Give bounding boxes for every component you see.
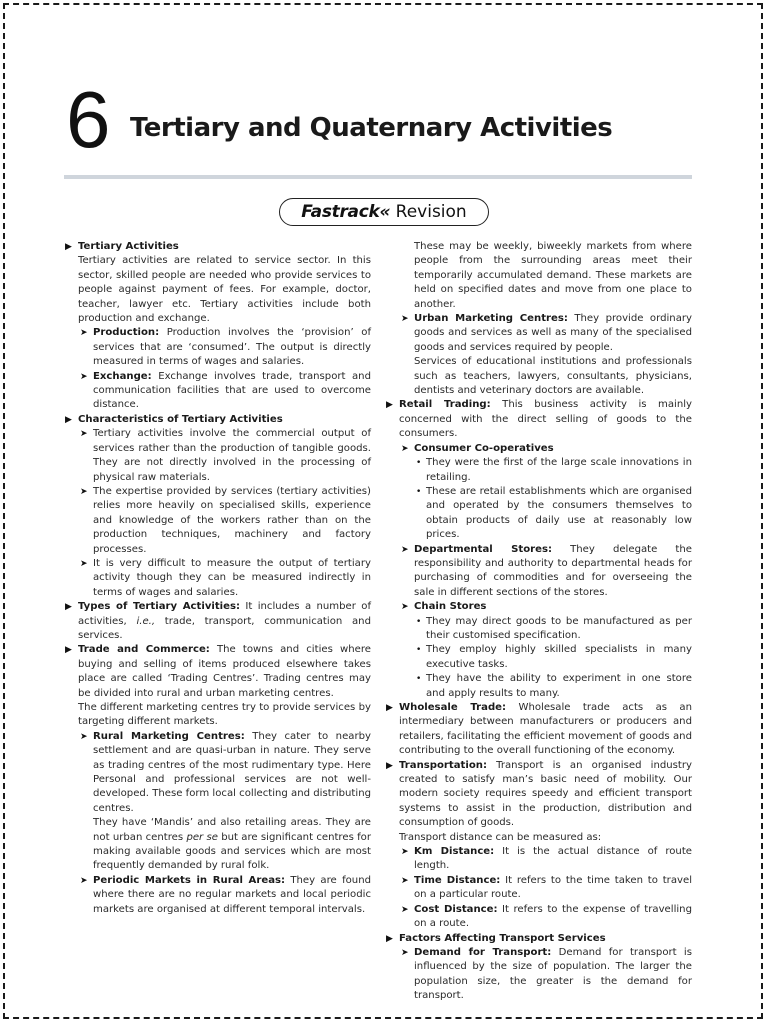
production-text: Production involves the ‘provision’ of services that are ‘consumed’. The output is directly measured in terms of wages and salaries.	[93, 327, 371, 368]
badge-brand-mark: «	[379, 202, 391, 222]
chain-stores-heading: Chain Stores	[414, 601, 487, 613]
arrow-bullet-icon: ➤	[80, 731, 88, 742]
arrow-bullet-icon: ➤	[80, 875, 88, 886]
arrow-bullet-icon: ➤	[401, 947, 409, 958]
cooperative-point-text: These are retail establishments which are organised and operated by the consumers themselves to obtain products of daily use at reasonably low prices.	[426, 485, 692, 541]
periodic-markets-text: They are found where there are no regular markets and local periodic markets are organised at different temporal intervals.	[93, 874, 371, 915]
time-distance-item	[386, 874, 692, 903]
urban-marketing-item	[386, 312, 692, 355]
chain-store-point	[386, 615, 692, 644]
departmental-stores-item	[386, 543, 692, 601]
consumer-cooperatives-heading: Consumer Co-operatives	[414, 442, 554, 454]
wholesale-trade-item	[386, 701, 692, 759]
dot-bullet-icon: •	[416, 674, 422, 685]
arrow-bullet-icon: ➤	[401, 875, 409, 886]
arrow-bullet-icon: ➤	[401, 904, 409, 915]
characteristics-heading: Characteristics of Tertiary Activities	[78, 413, 283, 425]
cooperative-point	[386, 485, 692, 543]
fastrack-revision-badge	[279, 198, 489, 226]
departmental-stores-label: Departmental Stores:	[414, 543, 553, 555]
characteristic-item	[65, 485, 371, 557]
types-item	[65, 600, 371, 643]
dot-bullet-icon: •	[416, 645, 422, 656]
arrow-bullet-icon: ➤	[401, 314, 409, 325]
characteristic-text: The expertise provided by services (tertiary activities) relies more heavily on specialised skills, experience and knowledge of the workers rather than on the production techniques, machinery and factory processes.	[93, 485, 371, 555]
periodic-markets-label: Periodic Markets in Rural Areas:	[93, 874, 286, 886]
transportation-item	[386, 759, 692, 831]
km-distance-label: Km Distance:	[414, 846, 495, 858]
cooperative-point-text: They were the first of the large scale innovations in retailing.	[426, 457, 692, 483]
trade-paragraph: The different marketing centres try to provide services by targeting different markets.	[78, 702, 371, 728]
cost-distance-item	[386, 903, 692, 932]
retail-trading-item	[386, 398, 692, 441]
arrow-bullet-icon: ➤	[401, 443, 409, 454]
title-divider	[64, 175, 692, 179]
transport-distance-paragraph: Transport distance can be measured as:	[399, 831, 602, 843]
wholesale-trade-text: Wholesale trade acts as an intermediary between manufacturers or producers and retailers, facilitating the efficient movement of goods and contributing to the overall functioning of the economy.	[399, 702, 692, 757]
dot-bullet-icon: •	[416, 458, 422, 469]
characteristic-text: It is very difficult to measure the output of tertiary activity though they can be measured indirectly in terms of wages and salaries.	[93, 557, 371, 598]
chain-store-point-text: They have the ability to experiment in one store and apply results to many.	[426, 673, 692, 699]
triangle-bullet-icon: ▶	[386, 760, 393, 771]
trade-text: The towns and cities where buying and selling of items produced elsewhere takes place are called ‘Trading Centres’. Trading centres may be divided into rural and urban marketing centres.	[78, 644, 371, 699]
urban-marketing-text: They provide ordinary goods and services as well as many of the specialised goods and services required by people.	[414, 313, 693, 353]
types-ie: i.e.,	[136, 615, 156, 627]
exchange-text: Exchange involves trade, transport and communication facilities that are used to overcome distance.	[93, 370, 371, 411]
characteristic-item	[65, 427, 371, 485]
urban-marketing-label: Urban Marketing Centres:	[414, 313, 568, 325]
transportation-label: Transportation:	[399, 759, 487, 771]
trade-item	[65, 643, 371, 701]
wholesale-trade-label: Wholesale Trade:	[399, 702, 507, 713]
demand-for-transport-item	[386, 946, 692, 1004]
rural-marketing-paragraph	[65, 816, 371, 874]
km-distance-item	[386, 845, 692, 874]
production-label: Production:	[93, 327, 160, 339]
transport-factors-heading: Factors Affecting Transport Services	[399, 932, 606, 944]
exchange-item	[65, 370, 371, 413]
production-item	[65, 326, 371, 369]
cost-distance-label: Cost Distance:	[414, 903, 498, 915]
arrow-bullet-icon: ➤	[80, 558, 88, 569]
triangle-bullet-icon: ▶	[386, 400, 393, 411]
departmental-stores-text: They delegate the responsibility and authority to departmental heads for purchasing of commodities and for overseeing the sale in different sections of the stores.	[414, 543, 692, 598]
rural-para-text-end: but are significant centres for making available goods and services which are most frequently demanded by rural folk.	[93, 831, 371, 872]
rural-marketing-item	[65, 730, 371, 816]
tertiary-activities-text: Tertiary activities are related to service sector. In this sector, skilled people are needed who provide services to people against payment of fees. For example, doctor, teacher, lawyer etc. Tertiary activities include both production and exchange.	[78, 255, 371, 325]
triangle-bullet-icon: ▶	[65, 645, 72, 656]
rural-marketing-text: They cater to nearby settlement and are quasi-urban in nature. They serve as trading centres of the most rudimentary type. Here Personal and professional services are not well-developed. These form local collecting and distributing centres.	[93, 730, 372, 814]
trade-label: Trade and Commerce:	[78, 644, 210, 656]
chain-store-point	[386, 672, 692, 701]
rural-marketing-label: Rural Marketing Centres:	[93, 730, 245, 742]
arrow-bullet-icon: ➤	[80, 429, 88, 440]
dot-bullet-icon: •	[416, 486, 422, 497]
badge-brand: Fastrack	[301, 202, 380, 222]
triangle-bullet-icon: ▶	[65, 414, 72, 425]
rural-para-text: They have ‘Mandis’ and also retailing areas. They are not urban centres	[93, 817, 371, 843]
time-distance-text: It refers to the time taken to travel on a particular route.	[414, 874, 692, 901]
tertiary-activities-item	[65, 240, 371, 254]
characteristic-item	[65, 557, 371, 600]
consumer-cooperatives-item	[386, 442, 692, 456]
periodic-markets-item	[65, 874, 371, 917]
right-column	[386, 240, 692, 1004]
chain-stores-item	[386, 600, 692, 614]
tertiary-activities-heading: Tertiary Activities	[78, 241, 179, 252]
triangle-bullet-icon: ▶	[65, 242, 72, 252]
arrow-bullet-icon: ➤	[401, 544, 409, 555]
left-column	[65, 240, 371, 917]
arrow-bullet-icon: ➤	[401, 847, 409, 858]
retail-trading-label: Retail Trading:	[399, 399, 491, 411]
types-text-end: trade, transport, communication and services.	[78, 615, 371, 641]
arrow-bullet-icon: ➤	[80, 371, 88, 382]
transportation-text: Transport is an organised industry created to satisfy man’s basic need of mobility. Our modern society requires speedy and efficient transport systems to assist in the production, distribution and consumption of goods.	[399, 759, 692, 829]
periodic-markets-continued: These may be weekly, biweekly markets from where people from the surrounding areas meet their temporarily accumulated demand. These markets are held on specified dates and move from one place to another.	[414, 241, 692, 310]
characteristics-item	[65, 413, 371, 427]
types-label: Types of Tertiary Activities:	[78, 601, 241, 613]
demand-for-transport-text: Demand for transport is influenced by the size of population. The larger the population size, the greater is the demand for transport.	[414, 946, 692, 1002]
arrow-bullet-icon: ➤	[80, 328, 88, 339]
types-text: It includes a number of activities,	[78, 601, 372, 627]
chain-store-point	[386, 643, 692, 672]
chapter-title: Tertiary and Quaternary Activities	[130, 113, 613, 143]
triangle-bullet-icon: ▶	[386, 703, 393, 713]
cost-distance-text: It refers to the expense of travelling on a route.	[414, 903, 692, 930]
arrow-bullet-icon: ➤	[401, 602, 409, 613]
triangle-bullet-icon: ▶	[386, 933, 393, 944]
km-distance-text: It is the actual distance of route length.	[414, 846, 692, 872]
transport-factors-item	[386, 932, 692, 946]
time-distance-label: Time Distance:	[414, 874, 501, 886]
cooperative-point	[386, 456, 692, 485]
characteristic-text: Tertiary activities involve the commercial output of services rather than the production of tangible goods. They are not directly involved in the processing of physical raw materials.	[93, 428, 371, 483]
exchange-label: Exchange:	[93, 370, 152, 382]
urban-marketing-paragraph: Services of educational institutions and professionals such as teachers, lawyers, consultants, physicians, dentists and veterinary doctors are available.	[414, 356, 692, 397]
dot-bullet-icon: •	[416, 616, 422, 627]
chain-store-point-text: They employ highly skilled specialists in many executive tasks.	[426, 644, 692, 670]
chapter-number: 6	[66, 75, 109, 164]
triangle-bullet-icon: ▶	[65, 602, 72, 613]
arrow-bullet-icon: ➤	[80, 486, 88, 497]
chain-store-point-text: They may direct goods to be manufactured as per their customised specification.	[426, 615, 692, 641]
retail-trading-text: This business activity is mainly concerned with the direct selling of goods to the consumers.	[399, 399, 692, 440]
demand-for-transport-label: Demand for Transport:	[414, 946, 552, 958]
rural-para-italic: per se	[186, 831, 218, 843]
badge-text: Revision	[395, 202, 467, 222]
